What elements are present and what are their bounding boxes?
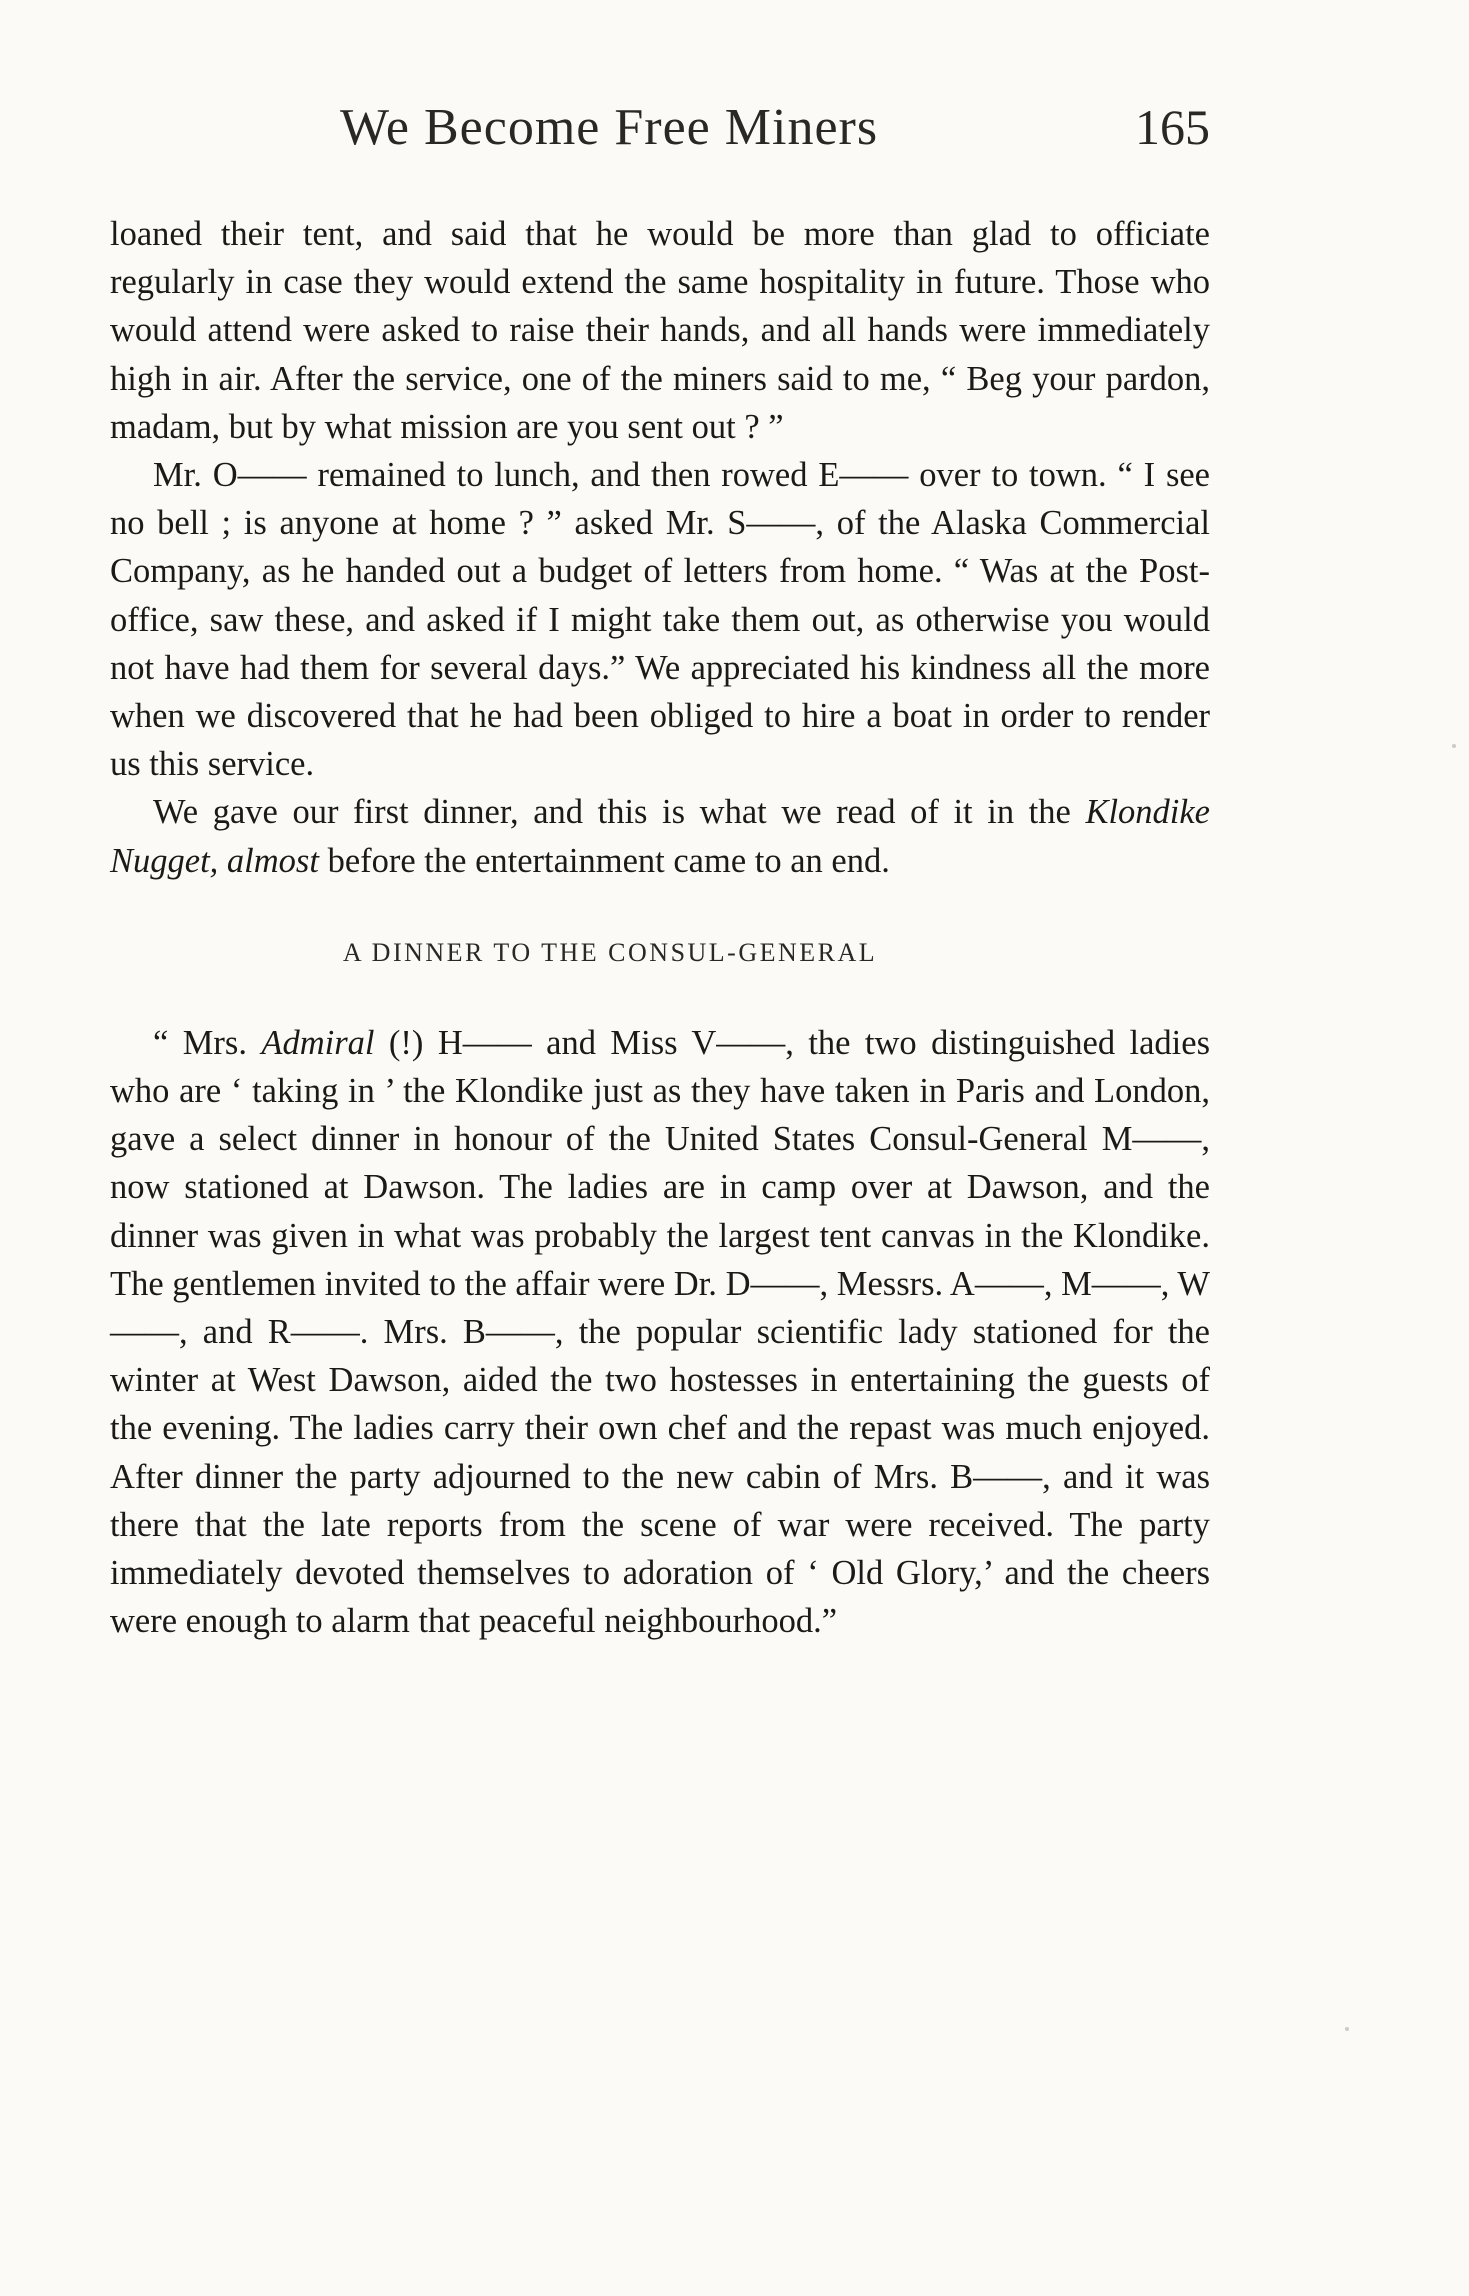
text-run — [218, 842, 227, 880]
text-run: “ Mrs. — [153, 1023, 262, 1062]
emphasis-admiral: Admiral — [261, 1023, 375, 1062]
emphasis-almost: almost — [226, 841, 319, 880]
running-head — [110, 98, 1210, 168]
text-run: We gave our first dinner, and this is what we read of it in the — [153, 793, 1086, 832]
paragraph-first-dinner — [110, 788, 1210, 884]
body-text — [110, 210, 1210, 1645]
paper-speck — [1452, 744, 1456, 748]
paragraph-service: loaned their tent, and said that he would be more than glad to officiate regularly in case they would extend the same hospitality in future. Those who would attend were asked to raise their hands, and all hands were immediately high in air. After the service, one of the miners said to me, “ Beg your pardon, madam, but by what mission are you sent out ? ” — [110, 215, 1210, 446]
paper-speck — [1345, 2027, 1349, 2031]
text-run: before the entertainment came to an end. — [318, 841, 890, 880]
running-title: We Become Free Miners — [340, 99, 879, 156]
section-heading: A DINNER TO THE CONSUL-GENERAL — [342, 937, 878, 967]
newspaper-title: Klondike Nugget, — [110, 793, 1210, 880]
page-number: 165 — [1135, 99, 1210, 155]
paragraph-quoted-article — [110, 1019, 1210, 1646]
text-run: (!) H—— and Miss V——, the two distinguished ladies who are ‘ taking in ’ the Klondike just as they have taken in Paris and London, gave a select dinner in honour of the United States Consul-General M——, now stationed at Dawson. The ladies are in camp over at Dawson, and the dinner was given in what was probably the largest tent canvas in the Klondike. The gentlemen invited to the affair were Dr. D——, Messrs. A——, M——, W——, and R——. Mrs. B——, the popular scientific lady stationed for the winter at West Dawson, aided the two hostesses in entertaining the guests of the evening. The ladies carry their own chef and the repast was much enjoyed. After dinner the party adjourned to the new cabin of Mrs. B——, and it was there that the late reports from the scene of war were received. The party immediately devoted themselves to adoration of ‘ Old Glory,’ and the cheers were enough to alarm that peaceful neighbourhood.” — [110, 1023, 1210, 1641]
paragraph-letters: Mr. O—— remained to lunch, and then rowed E—— over to town. “ I see no bell ; is anyone at home ? ” asked Mr. S——, of the Alaska Commercial Company, as he handed out a budget of letters from home. “ Was at the Post-office, saw these, and asked if I might take them out, as otherwise you would not have had them for several days.” We appreciated his kindness all the more when we discovered that he had been obliged to hire a boat in order to render us this service. — [110, 456, 1210, 784]
